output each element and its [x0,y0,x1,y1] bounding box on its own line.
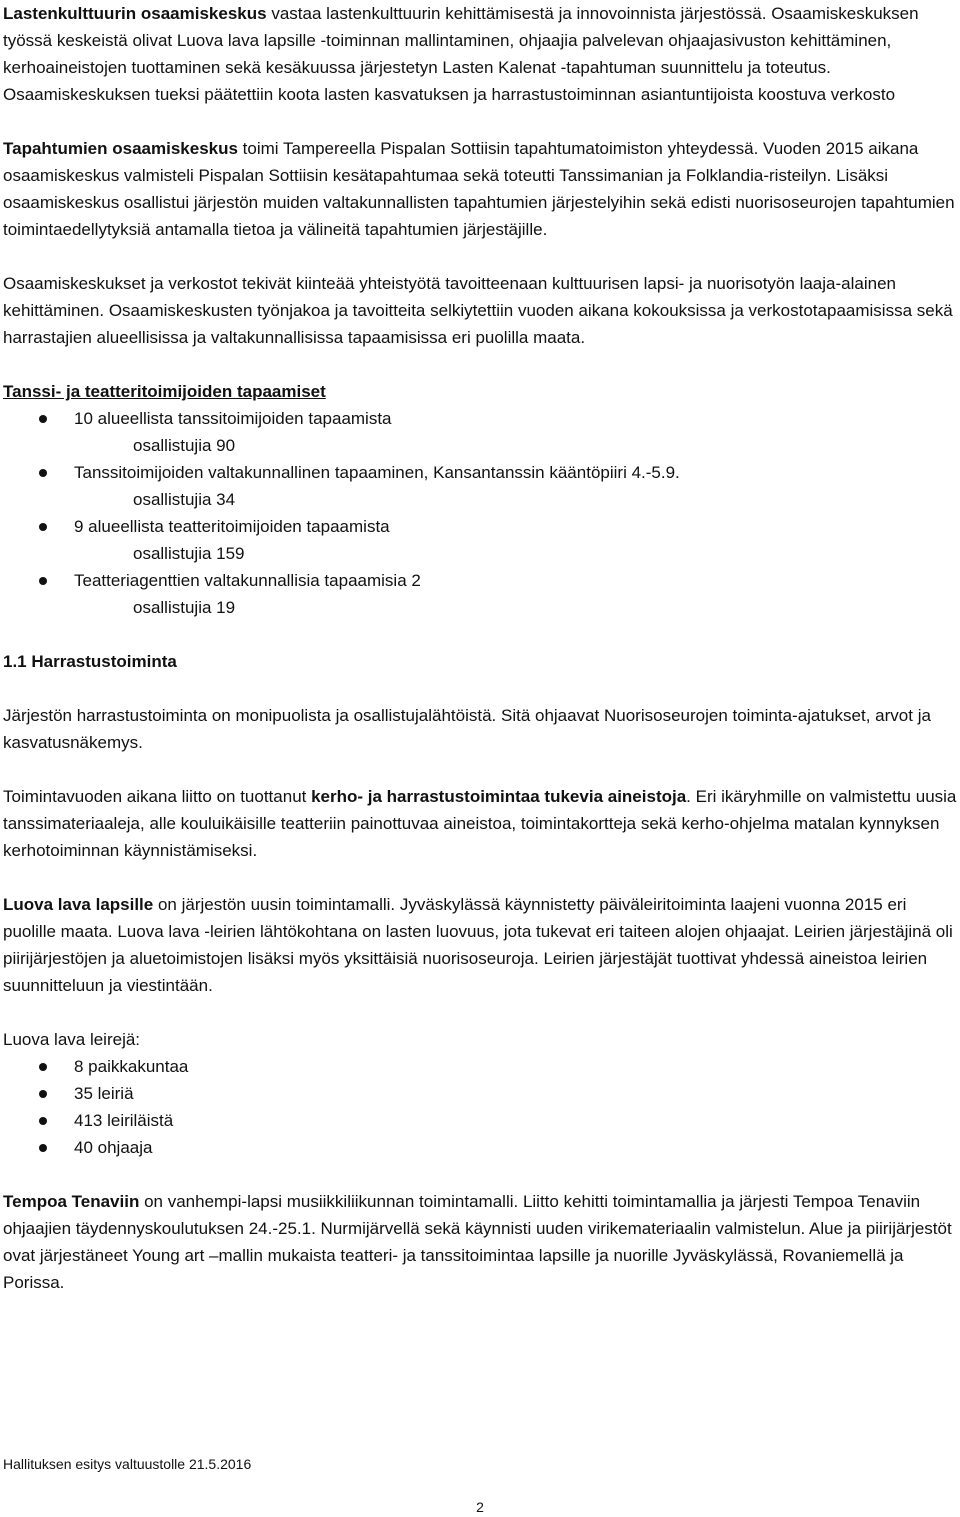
paragraph-luova-lava [3,891,957,999]
paragraph-cooperation: Osaamiskeskukset ja verkostot tekivät kiinteää yhteistyötä tavoitteenaan kulttuurisen lapsi- ja nuorisotyön laaja-alainen kehittäminen. Osaamiskeskusten työnjakoa ja tavoitteita selkiytettiin vuoden aikana kokouksissa ja verkostotapaamisissa sekä harrastajien alueellisissa ja valtakunnallisissa tapaamisissa eri puolilla maata. [3,274,953,347]
list-item [3,459,957,513]
list-item [3,405,957,459]
bullet-icon [39,469,47,477]
page-number: 2 [476,1499,484,1515]
item-title: Teatteriagenttien valtakunnallisia tapaamisia 2 [74,571,421,590]
section-heading [3,648,957,675]
section-heading-text: 1.1 Harrastustoiminta [3,652,177,671]
item-title: 413 leiriläistä [74,1111,174,1130]
item-title: 9 alueellista teatteritoimijoiden tapaamista [74,517,390,536]
paragraph-text: . Eri ikäryhmille on valmistettu uusia tanssimateriaaleja, alle kouluikäisille teatteriin painottuvaa aineistoa, toimintakortteja sekä kerho-ohjelma matalan kynnyksen kerhotoiminnan käynnistämiseksi. [3,787,957,860]
bullet-icon [39,577,47,585]
paragraph-text: on vanhempi-lapsi musiikkiliikunnan toimintamalli. Liitto kehitti toimintamallia ja järjesti Tempoa Tenaviin ohjaajien täydennyskoulutuksen 24.-25.1. Nurmijärvellä sekä käynnisti uuden virikemateriaalin valmistelun. Alue ja piirijärjestöt ovat järjestäneet Young art –mallin mukaista teatteri- ja tanssitoimintaa lapsille ja nuorille Jyväskylässä, Rovaniemellä ja Porissa. [3,1192,952,1292]
item-participants: osallistujia 159 [133,544,245,563]
item-participants: osallistujia 34 [133,490,236,509]
list-item [3,1134,957,1161]
list-item [3,1080,957,1107]
camps-list [3,1053,957,1161]
bullet-icon [39,523,47,531]
item-title: 8 paikkakuntaa [74,1057,189,1076]
bullet-icon [39,415,47,423]
paragraph-text: on järjestön uusin toimintamalli. Jyväskylässä käynnistetty päiväleiritoiminta laajeni vuonna 2015 eri puolille maata. Luova lava -leirien lähtökohtana on lasten luovuus, jota tukevat eri taiteen alojen ohjaajat. Leirien järjestäjinä oli piirijärjestöjen ja aluetoimistojen lisäksi myös yksittäisiä nuorisoseuroja. Leirien järjestäjät tuottivat yhdessä aineistoa leirien suunnitteluun ja viestintään. [3,895,953,995]
list-item [3,513,957,567]
document-page [3,0,957,1296]
item-title: 40 ohjaaja [74,1138,153,1157]
paragraph-hobby-activities: Järjestön harrastustoiminta on monipuolista ja osallistujalähtöistä. Sitä ohjaavat Nuorisoseurojen toiminta-ajatukset, arvot ja kasvatusnäkemys. [3,706,931,752]
bullet-icon [39,1144,47,1152]
paragraph-text: Toimintavuoden aikana liitto on tuottanut [3,787,312,806]
term-events-centre: Tapahtumien osaamiskeskus [3,139,238,158]
item-title: 35 leiriä [74,1084,134,1103]
dance-meetings-list [3,405,957,621]
list-item [3,1107,957,1134]
bullet-icon [39,1063,47,1071]
paragraph-events-centre [3,135,957,243]
camps-heading: Luova lava leirejä: [3,1030,141,1049]
heading-dance-theatre-meetings [3,378,957,405]
list-item [3,1053,957,1080]
bullet-icon [39,1117,47,1125]
term-tempoa-tenaviin: Tempoa Tenaviin [3,1192,140,1211]
term-children-culture-centre: Lastenkulttuurin osaamiskeskus [3,4,267,23]
item-title: Tanssitoimijoiden valtakunnallinen tapaaminen, Kansantanssin kääntöpiiri 4.-5.9. [74,463,680,482]
item-participants: osallistujia 19 [133,598,236,617]
paragraph-text: vastaa lastenkulttuurin kehittämisestä ja innovoinnista järjestössä. Osaamiskeskuksen työssä keskeistä olivat Luova lava lapsille -toiminnan mallintaminen, ohjaajia palvelevan ohjaajasivuston kehittäminen, kerhoaineistojen tuottaminen sekä kesäkuussa järjestetyn Lasten Kalenat -tapahtuman suunnittelu ja toteutus. Osaamiskeskuksen tueksi päätettiin koota lasten kasvatuksen ja harrastustoiminnan asiantuntijoista koostuva verkosto [3,4,919,104]
item-participants: osallistujia 90 [133,436,236,455]
paragraph-text: toimi Tampereella Pispalan Sottiisin tapahtumatoimiston yhteydessä. Vuoden 2015 aikana osaamiskeskus valmisteli Pispalan Sottiisin kesätapahtumaa sekä toteutti Tanssimanian ja Folklandia-risteilyn. Lisäksi osaamiskeskus osallistui järjestön muiden valtakunnallisten tapahtumien järjestelyihin sekä edisti nuorisoseurojen tapahtumien toimintaedellytyksiä antamalla tietoa ja välineitä tapahtumien järjestäjille. [3,139,955,239]
page-footer: Hallituksen esitys valtuustolle 21.5.2016 [3,1456,252,1472]
bullet-icon [39,1090,47,1098]
term-club-materials: kerho- ja harrastustoimintaa tukevia aineistoja [311,787,687,806]
paragraph-children-culture [3,0,957,108]
item-title: 10 alueellista tanssitoimijoiden tapaamista [74,409,392,428]
heading-text: Tanssi- ja teatteritoimijoiden tapaamiset [3,382,326,401]
paragraph-materials [3,783,957,864]
paragraph-tempoa-tenaviin [3,1188,957,1296]
list-item [3,567,957,621]
term-luova-lava: Luova lava lapsille [3,895,154,914]
